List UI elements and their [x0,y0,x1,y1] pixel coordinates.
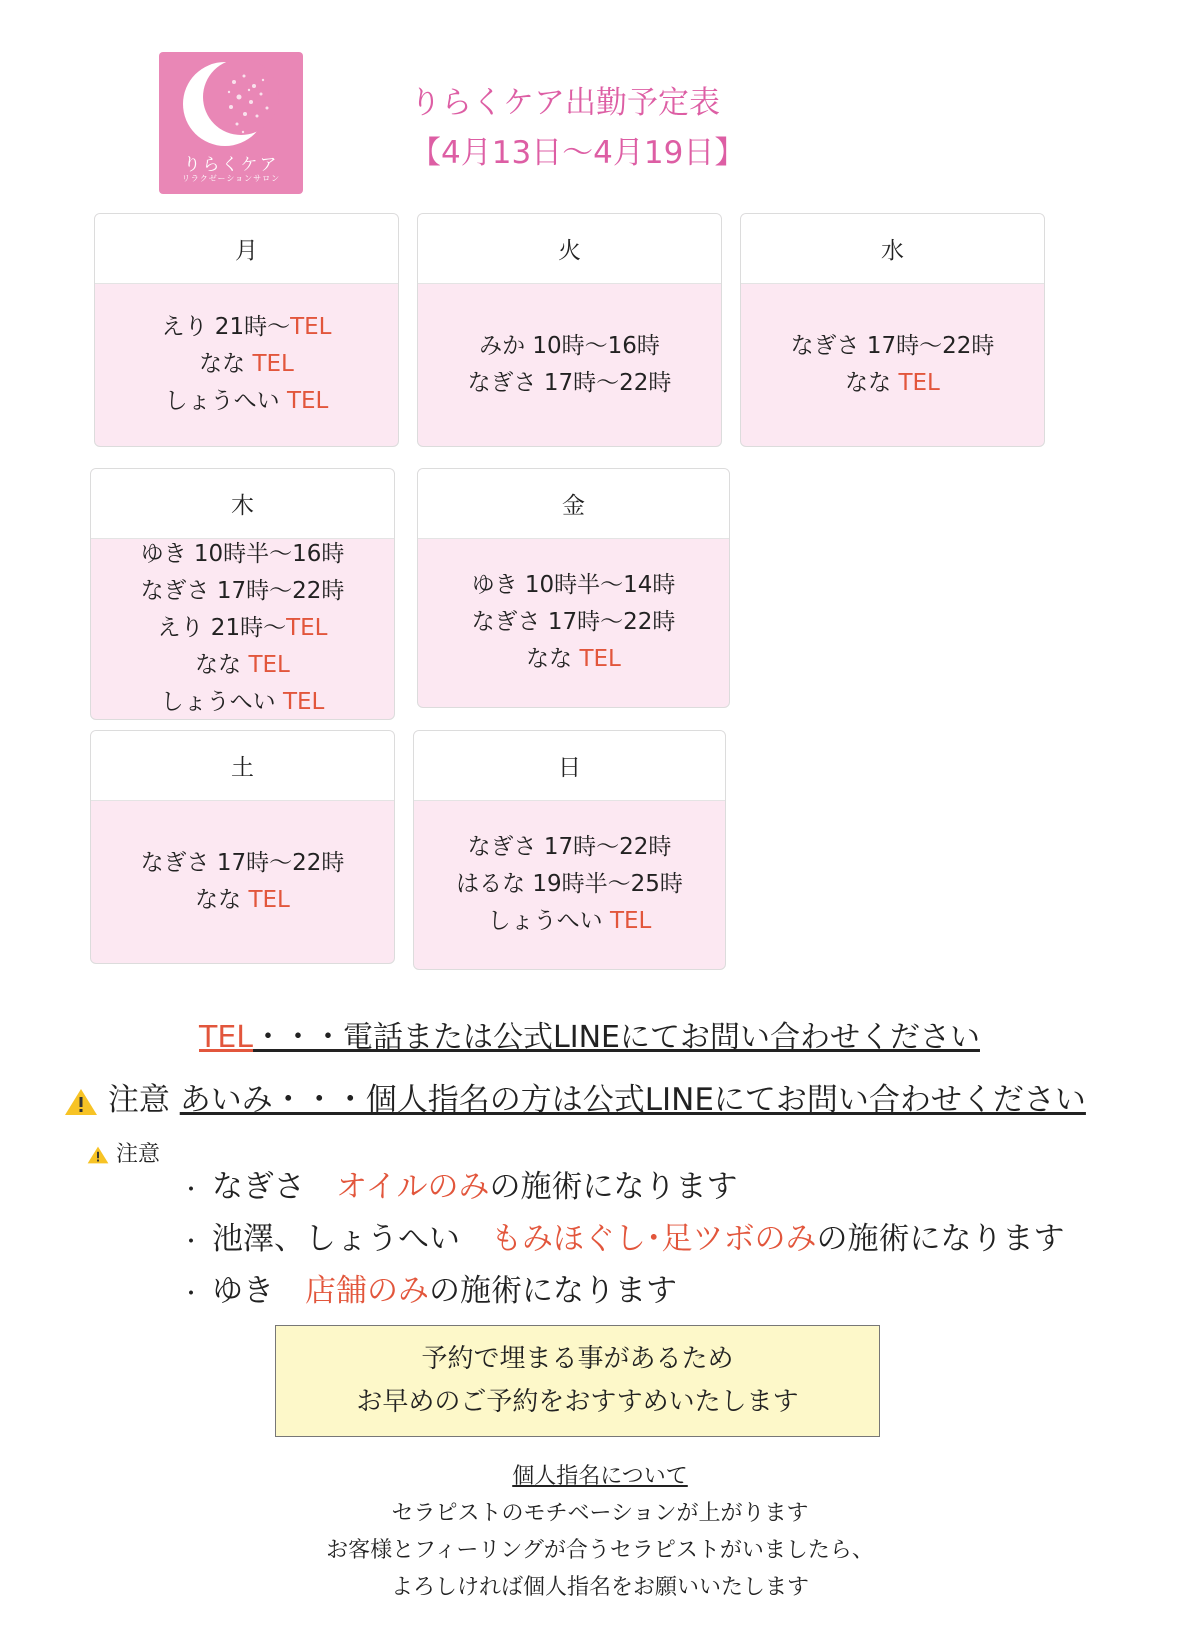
shift-list [418,538,729,707]
shift-list [95,283,398,446]
shift-entry [845,365,940,402]
title-line-1: りらくケア出勤予定表 [410,85,720,121]
shift-entry [488,903,652,940]
shift-text: しょうへい [487,908,610,934]
note-suffix: の施術になります [816,1221,1065,1257]
day-card [90,730,395,964]
list-item: ・ なぎさ オイルのみの施術になります [180,1169,738,1205]
day-label: 水 [741,214,1044,284]
day-card [417,468,730,708]
shift-entry [199,346,294,383]
note-highlight: 店舗のみ [305,1273,429,1309]
notice-line-1: 予約で埋まる事があるため [421,1344,734,1374]
attention-label: 注意 [107,1082,170,1118]
note-name: ゆき [212,1273,305,1309]
legend-tel: TEL [199,1020,254,1055]
shift-text: なぎさ 17時〜22時 [140,849,345,876]
shift-text: なぎさ 17時〜22時 [140,578,345,604]
salon-logo [159,52,303,194]
day-label: 月 [95,214,398,284]
shift-entry [165,383,329,420]
notice-line-2: お早めのご予約をおすすめいたします [356,1387,799,1417]
shift-list [741,283,1044,446]
warning-icon [64,1087,98,1117]
notes-heading [87,1137,160,1168]
shift-text: なな [195,652,249,678]
nomination-info [0,1458,1179,1606]
day-label: 日 [414,731,725,801]
day-card [740,213,1045,447]
tel-label: TEL [579,646,621,672]
day-label: 火 [418,214,721,284]
nomination-line-1: セラピストのモチベーションが上がります [391,1501,809,1526]
nomination-line-3: よろしければ個人指名をお願いいたします [390,1575,809,1600]
logo-name: りらくケア [183,155,279,175]
shift-entry [468,829,672,866]
note-suffix: の施術になります [429,1273,677,1309]
shift-entry [141,573,345,610]
shift-entry [472,604,676,641]
shift-text: みか 10時〜16時 [479,332,660,359]
tel-label: TEL [286,388,329,414]
shift-entry [162,309,332,346]
shift-entry [468,365,672,402]
logo-subtitle: リラクゼーションサロン [181,174,281,183]
shift-entry [195,882,290,919]
shift-entry [526,641,621,678]
shift-text: なぎさ 17時〜22時 [471,609,676,635]
tel-label: TEL [248,652,290,678]
shift-text: ゆき 10時半〜14時 [471,572,676,598]
day-card [413,730,726,970]
shift-list [91,538,394,719]
shift-text: なぎさ 17時〜22時 [467,834,672,860]
day-label: 金 [418,469,729,539]
attention-line [64,1074,1086,1119]
shift-entry [472,567,676,604]
shift-text: しょうへい [160,689,283,715]
note-suffix: の施術になります [489,1169,738,1205]
nomination-heading: 個人指名について [512,1464,688,1489]
tel-label: TEL [898,369,940,396]
reservation-notice [275,1325,880,1437]
shift-entry [479,328,660,365]
warning-small-icon [87,1145,109,1165]
legend-text: ・・・電話または公式LINEにてお問い合わせください [253,1020,980,1055]
shift-entry [158,610,328,647]
list-item: ・ 池澤、しょうへい もみほぐし･足ツボのみの施術になります [180,1221,1065,1257]
shift-entry [161,684,325,720]
shift-text: なな [195,886,249,913]
note-name: なぎさ [212,1169,336,1205]
shift-entry [195,647,290,684]
page-title [410,78,750,178]
note-highlight: もみほぐし･足ツボのみ [491,1221,817,1257]
shift-entry [141,845,345,882]
shift-text: ゆき 10時半〜16時 [140,541,345,567]
tel-label: TEL [609,908,652,934]
note-highlight: オイルのみ [336,1169,490,1205]
shift-text: えり 21時〜 [161,314,291,340]
title-line-2: 【4月13日〜4月19日】 [410,135,746,171]
shift-text: しょうへい [164,388,287,414]
day-label: 土 [91,731,394,801]
day-card [94,213,399,447]
day-card [90,468,395,720]
list-item: ・ ゆき 店舗のみの施術になります [180,1273,677,1309]
tel-label: TEL [290,314,332,340]
tel-label: TEL [248,886,290,913]
shift-entry [456,866,683,903]
notes-list [180,1163,1065,1319]
nomination-line-2: お客様とフィーリングが合うセラピストがいましたら、 [326,1538,874,1563]
shift-entry [141,536,345,573]
tel-label: TEL [286,615,328,641]
shift-text: なぎさ 17時〜22時 [467,369,672,396]
tel-legend [0,1012,1179,1056]
shift-text: なぎさ 17時〜22時 [790,332,995,359]
day-card [417,213,722,447]
shift-list [418,283,721,446]
attention-text: あいみ・・・個人指名の方は公式LINEにてお問い合わせください [179,1082,1086,1118]
shift-list [414,800,725,969]
shift-text: なな [845,369,899,396]
note-name: 池澤、しょうへい [212,1221,491,1257]
shift-text: なな [526,646,580,672]
shift-entry [791,328,995,365]
shift-list [91,800,394,963]
tel-label: TEL [252,351,294,377]
day-label: 木 [91,469,394,539]
shift-text: えり 21時〜 [157,615,287,641]
notes-label: 注意 [116,1142,161,1167]
shift-text: はるな 19時半〜25時 [456,871,683,897]
tel-label: TEL [282,689,325,715]
shift-text: なな [199,351,253,377]
